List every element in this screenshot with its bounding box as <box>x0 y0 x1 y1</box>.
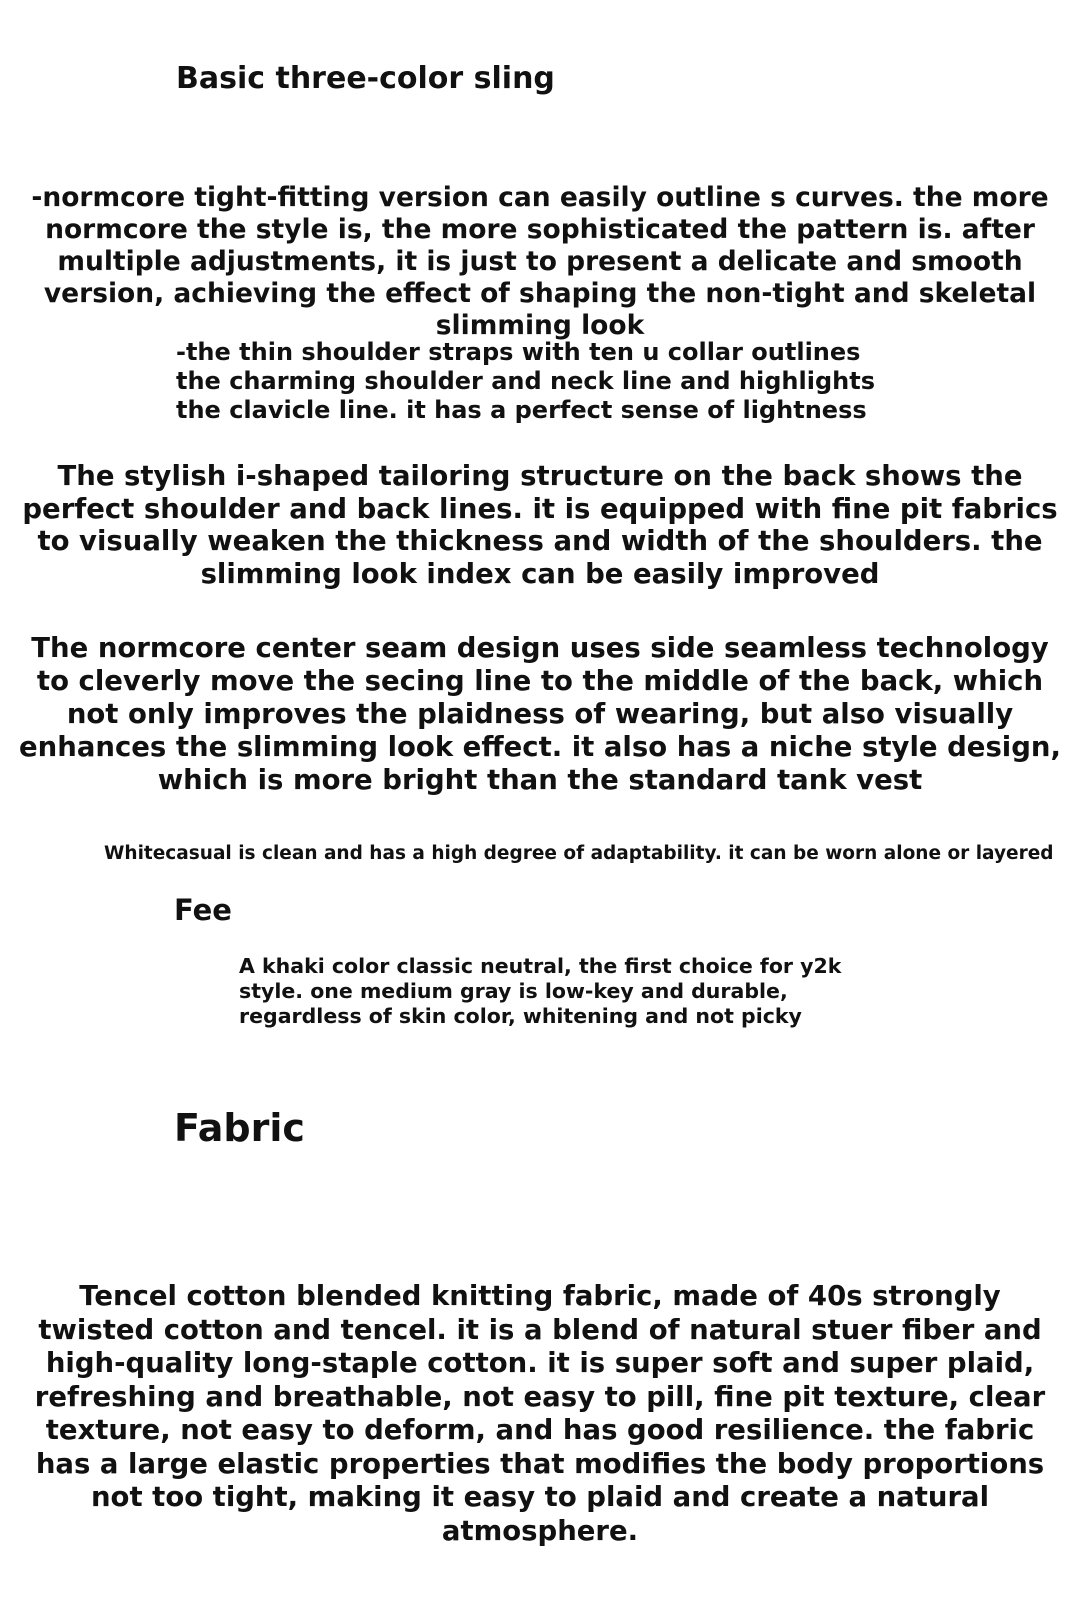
fabric-heading: Fabric <box>174 1106 305 1150</box>
paragraph-line: regardless of skin color, whitening and not picky <box>239 1004 802 1028</box>
paragraph-fabric-description: Tencel cotton blended knitting fabric, made of 40s strongly twisted cotton and tencel. it is a blend of natural stuer fiber and high-quality long-staple cotton. it is super soft and super plaid, refreshing and breathable, not easy to pill, fine pit texture, clear texture, not easy to deform, and has good resilience. the fabric has a large elastic properties that modifies the body proportions not too tight, making it easy to plaid and create a natural atmosphere. <box>34 1280 1046 1547</box>
paragraph-line: A khaki color classic neutral, the first choice for y2k <box>239 954 842 978</box>
fee-heading: Fee <box>174 893 232 927</box>
paragraph-line: the clavicle line. it has a perfect sense of lightness <box>176 396 867 424</box>
paragraph-back-tailoring: The stylish i-shaped tailoring structure on the back shows the perfect shoulder and back lines. it is equipped with fine pit fabrics to visually weaken the thickness and width of the shoulders. the slimming look index can be easily improved <box>22 460 1058 590</box>
paragraph-fit-description: -normcore tight-fitting version can easily outline s curves. the more normcore the style is, the more sophisticated the pattern is. after multiple adjustments, it is just to present a delicate and smooth version, achieving the effect of shaping the non-tight and skeletal slimming look <box>31 182 1049 341</box>
paragraph-line: style. one medium gray is low-key and durable, <box>239 979 788 1003</box>
page-title: Basic three-color sling <box>176 61 555 96</box>
paragraph-line: the charming shoulder and neck line and highlights <box>176 367 875 395</box>
paragraph-color-options <box>239 954 841 1029</box>
paragraph-white-color: Whitecasual is clean and has a high degree of adaptability. it can be worn alone or layered <box>104 843 1054 864</box>
paragraph-center-seam: The normcore center seam design uses side seamless technology to cleverly move the secing line to the middle of the back, which not only improves the plaidness of wearing, but also visually enhances the slimming look effect. it also has a niche style design, which is more bright than the standard tank vest <box>19 632 1061 796</box>
paragraph-line: -the thin shoulder straps with ten u collar outlines <box>176 338 861 366</box>
paragraph-shoulder-straps <box>176 338 875 425</box>
